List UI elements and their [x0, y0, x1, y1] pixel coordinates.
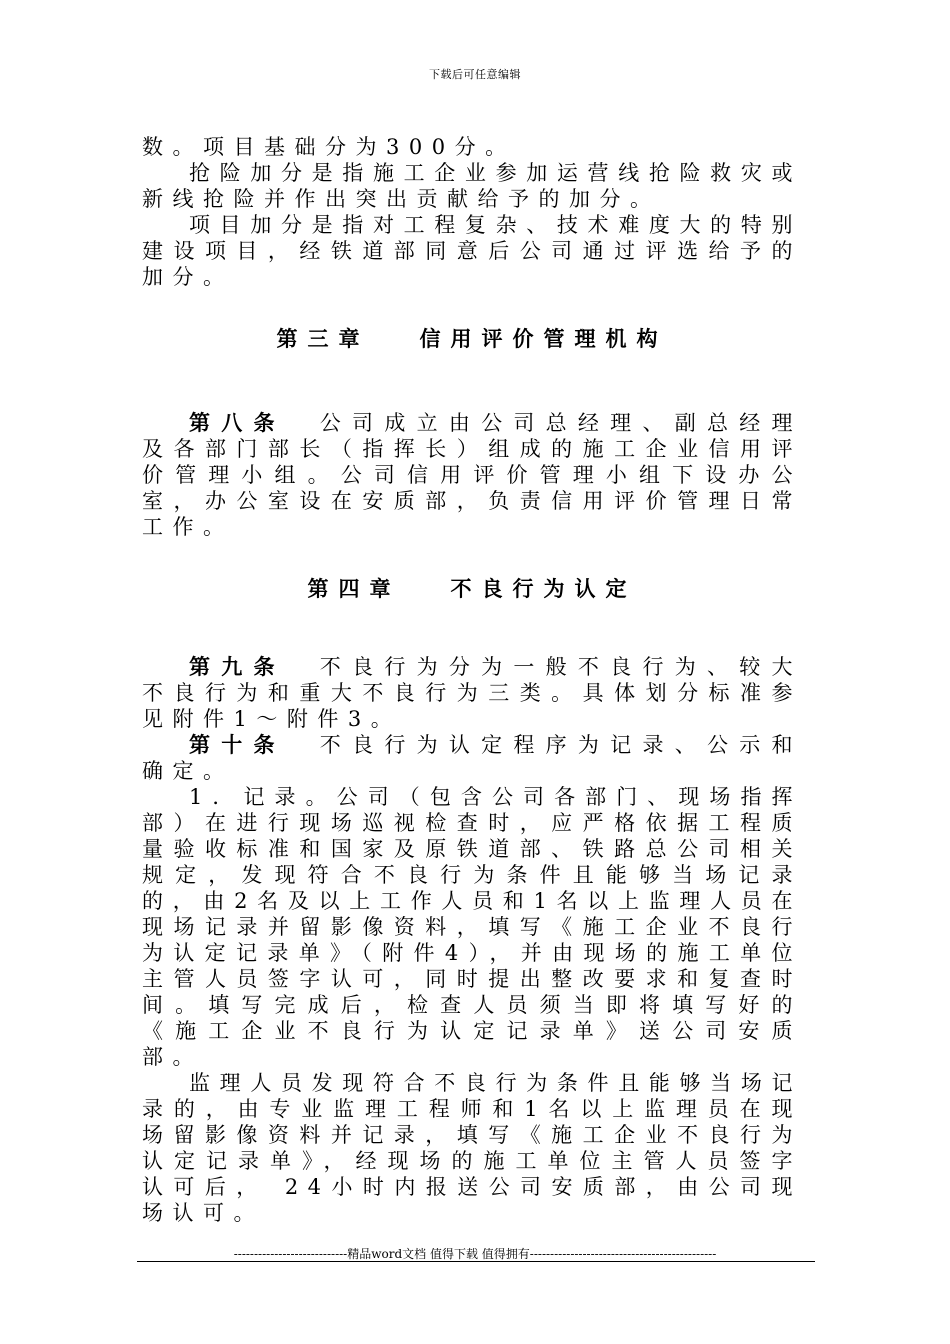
page-footer: ----------------------------精品word文档 值得下载 值得拥有---------------------------------------------- — [233, 1247, 717, 1261]
article-label: 第九条 — [189, 654, 286, 679]
article-9 — [142, 654, 802, 732]
item-record: 1．记录。公司（包含公司各部门、现场指挥部）在进行现场巡视检查时，应严格依据工程质量验收标准和国家及原铁道部、铁路总公司相关规定，发现符合不良行为条件且能够当场记录的，由2名及以上工作人员和1名以上监理人员在现场记录并留影像资料，填写《施工企业不良行为认定记录单》（附件4），并由现场的施工单位主管人员签字认可，同时提出整改要求和复查时间。填写完成后，检查人员须当即将填写好的《施工企业不良行为认定记录单》送公司安质部。 — [142, 785, 802, 1069]
article-label: 第八条 — [189, 410, 286, 435]
chapter-title: 信用评价管理机构 — [419, 326, 668, 351]
paragraph-rescue-bonus: 抢险加分是指施工企业参加运营线抢险救灾或新线抢险并作出突出贡献给予的加分。 — [142, 161, 802, 211]
chapter-number: 第三章 — [276, 326, 370, 351]
article-text: 公司成立由公司总经理、副总经理及各部门部长（指挥长）组成的施工企业信用评价管理小组。公司信用评价管理小组下设办公室，办公室设在安质部，负责信用评价管理日常工作。 — [142, 411, 803, 539]
paragraph-project-bonus: 项目加分是指对工程复杂、技术难度大的特别建设项目，经铁道部同意后公司通过评选给予的加分。 — [142, 213, 802, 289]
article-10 — [142, 732, 802, 784]
footer-divider — [137, 1261, 815, 1262]
article-text: 不良行为认定程序为记录、公示和确定。 — [142, 733, 803, 783]
page-header: 下载后可任意编辑 — [429, 68, 521, 81]
article-8 — [142, 410, 802, 540]
article-label: 第十条 — [189, 732, 286, 757]
chapter-heading-3 — [142, 326, 802, 352]
paragraph-base-score: 数。项目基础分为300分。 — [142, 135, 516, 159]
item-supervisor-record: 监理人员发现符合不良行为条件且能够当场记录的，由专业监理工程师和1名以上监理员在现场留影像资料并记录，填写《施工企业不良行为认定记录单》，经现场的施工单位主管人员签字认可后， 24小时内报送公司安质部，由公司现场认可。 — [142, 1071, 802, 1225]
article-text: 不良行为分为一般不良行为、较大不良行为和重大不良行为三类。具体划分标准参见附件1～附件3。 — [142, 655, 803, 731]
document-body — [142, 134, 802, 1226]
chapter-heading-4 — [142, 576, 802, 602]
chapter-title: 不良行为认定 — [450, 576, 637, 601]
chapter-number: 第四章 — [307, 576, 401, 601]
